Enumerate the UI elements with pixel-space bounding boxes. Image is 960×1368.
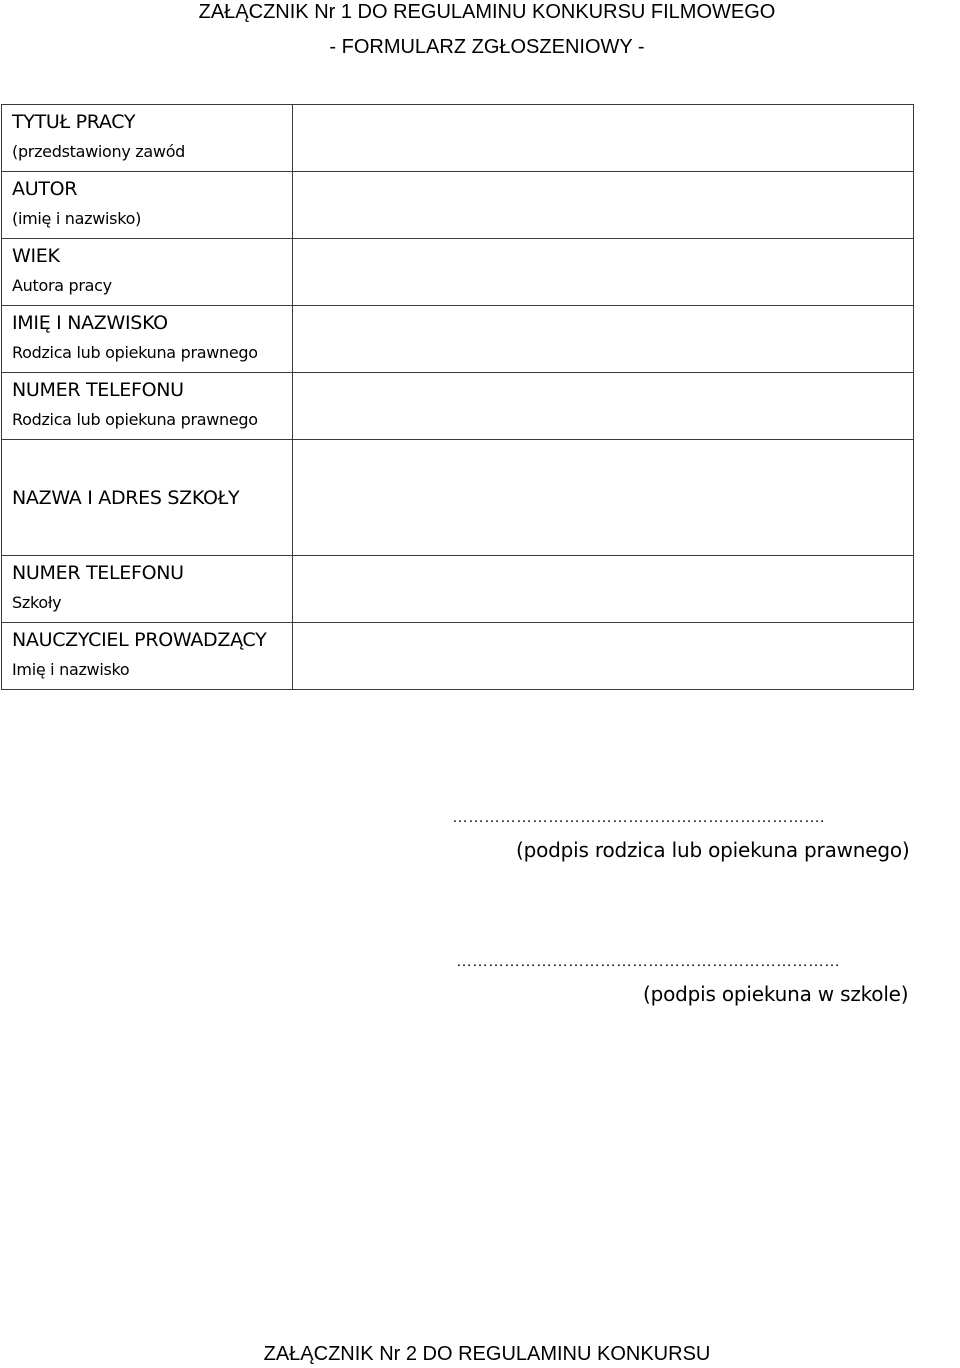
form-row-teacher bbox=[2, 623, 914, 690]
label-sub: Rodzica lub opiekuna prawnego bbox=[12, 343, 258, 362]
label-main: NAUCZYCIEL PROWADZĄCY bbox=[12, 629, 267, 651]
form-field-title[interactable] bbox=[293, 105, 914, 172]
form-field-school-phone[interactable] bbox=[293, 556, 914, 623]
form-row-school-address bbox=[2, 440, 914, 556]
document-subtitle: - FORMULARZ ZGŁOSZENIOWY - bbox=[329, 36, 645, 58]
application-form-table bbox=[1, 104, 914, 690]
parent-signature-line: ……………………………………………………………. bbox=[452, 809, 825, 826]
label-sub: Autora pracy bbox=[12, 276, 112, 295]
form-row-school-phone bbox=[2, 556, 914, 623]
label-main: NUMER TELEFONU bbox=[12, 379, 184, 401]
teacher-signature-line: ……………………………………………………………… bbox=[456, 953, 840, 970]
label-main: AUTOR bbox=[12, 178, 78, 200]
form-row-parent-name bbox=[2, 306, 914, 373]
form-label bbox=[2, 440, 293, 556]
label-sub: Szkoły bbox=[12, 593, 62, 612]
form-label bbox=[2, 556, 293, 623]
label-main: IMIĘ I NAZWISKO bbox=[12, 312, 168, 334]
form-field-school-address[interactable] bbox=[293, 440, 914, 556]
form-field-parent-name[interactable] bbox=[293, 306, 914, 373]
label-main: TYTUŁ PRACY bbox=[12, 111, 136, 133]
label-sub: Rodzica lub opiekuna prawnego bbox=[12, 410, 258, 429]
teacher-signature-caption: (podpis opiekuna w szkole) bbox=[643, 982, 909, 1006]
form-field-age[interactable] bbox=[293, 239, 914, 306]
form-row-author bbox=[2, 172, 914, 239]
form-field-teacher[interactable] bbox=[293, 623, 914, 690]
label-main: WIEK bbox=[12, 245, 60, 267]
next-attachment-heading: ZAŁĄCZNIK Nr 2 DO REGULAMINU KONKURSU bbox=[263, 1343, 711, 1365]
parent-signature-caption: (podpis rodzica lub opiekuna prawnego) bbox=[516, 838, 910, 862]
label-main: NUMER TELEFONU bbox=[12, 562, 184, 584]
form-row-parent-phone bbox=[2, 373, 914, 440]
form-label bbox=[2, 239, 293, 306]
form-field-author[interactable] bbox=[293, 172, 914, 239]
form-label bbox=[2, 306, 293, 373]
form-row-title bbox=[2, 105, 914, 172]
form-label bbox=[2, 105, 293, 172]
form-label bbox=[2, 172, 293, 239]
form-field-parent-phone[interactable] bbox=[293, 373, 914, 440]
label-sub: Imię i nazwisko bbox=[12, 660, 130, 679]
document-title: ZAŁĄCZNIK Nr 1 DO REGULAMINU KONKURSU FILMOWEGO bbox=[198, 1, 776, 23]
form-label bbox=[2, 623, 293, 690]
label-main: NAZWA I ADRES SZKOŁY bbox=[12, 486, 240, 509]
form-row-age bbox=[2, 239, 914, 306]
form-label bbox=[2, 373, 293, 440]
label-sub: (imię i nazwisko) bbox=[12, 209, 142, 228]
label-sub: (przedstawiony zawód bbox=[12, 142, 186, 161]
